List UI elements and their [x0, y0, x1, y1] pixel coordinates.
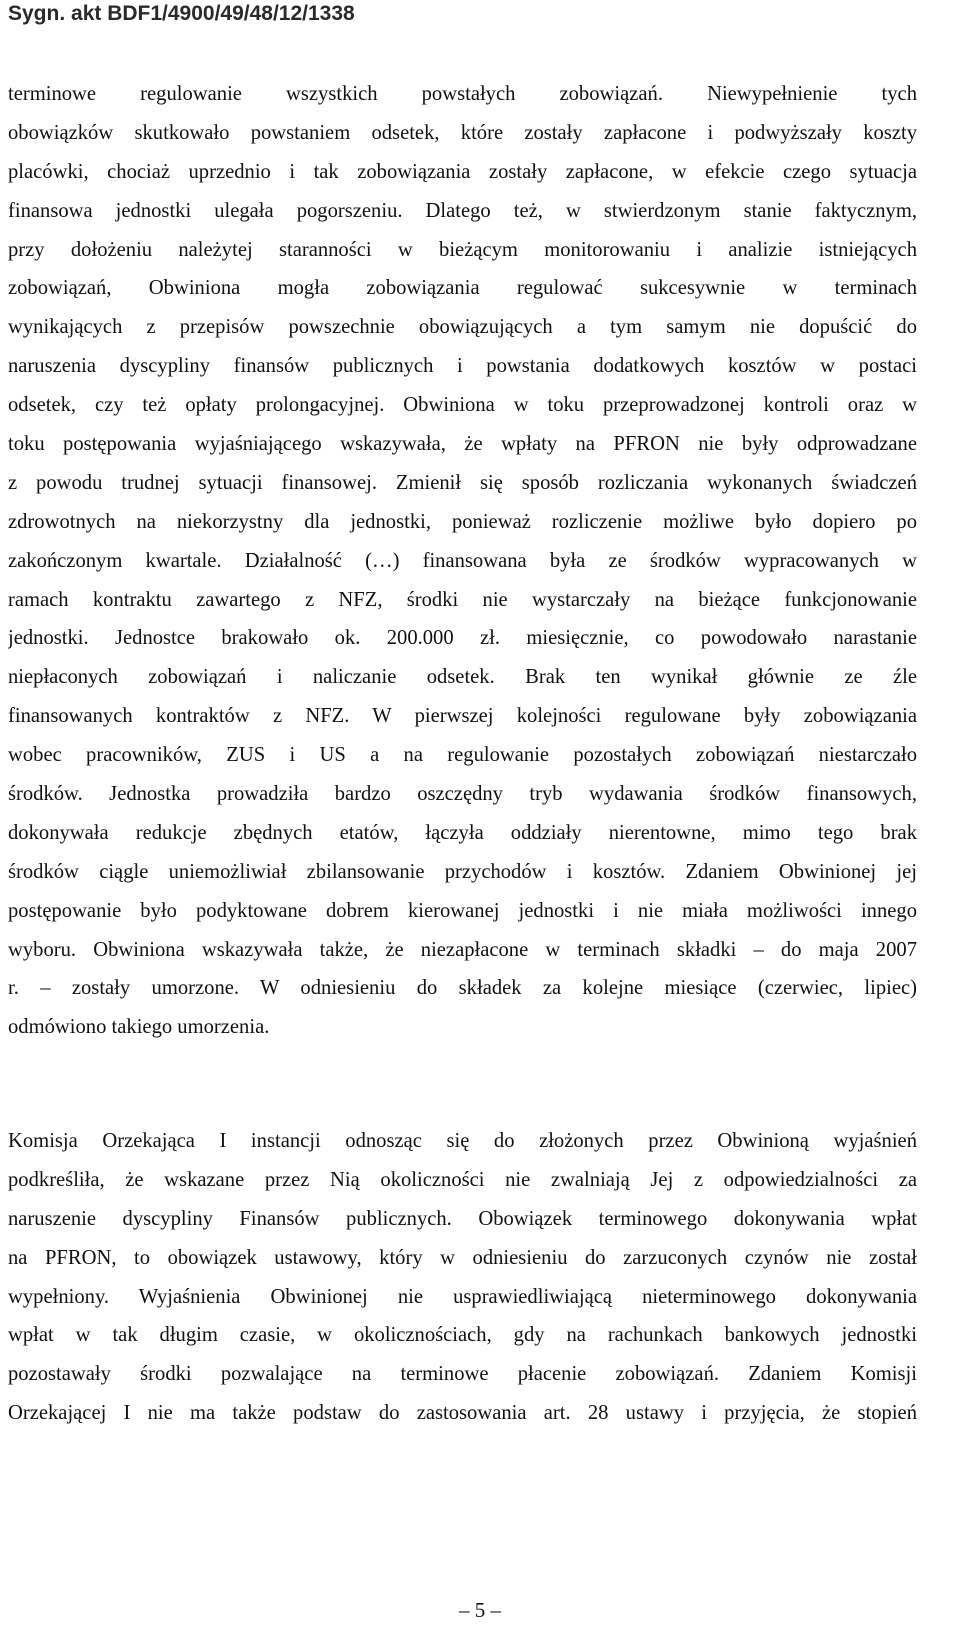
text-line: terminowe regulowanie wszystkich powstałych zobowiązań. Niewypełnienie tych — [8, 83, 917, 105]
text-line: środków ciągle uniemożliwiał zbilansowanie przychodów i kosztów. Zdaniem Obwinionej jej — [8, 860, 917, 883]
text-line: naruszenia dyscypliny finansów publicznych i powstania dodatkowych kosztów w postaci — [8, 355, 917, 378]
text-line: niepłaconych zobowiązań i naliczanie odsetek. Brak ten wynikał głównie ze źle — [8, 666, 917, 689]
text-line: wypełniony. Wyjaśnienia Obwinionej nie usprawiedliwiającą nieterminowego dokonywania — [8, 1285, 917, 1308]
text-line: toku postępowania wyjaśniającego wskazywała, że wpłaty na PFRON nie były odprowadzane — [8, 433, 917, 456]
paragraph-commission-assessment — [8, 1122, 917, 1433]
paragraph-obwiniona-explanations — [8, 75, 917, 1047]
text-line: wobec pracowników, ZUS i US a na regulowanie pozostałych zobowiązań niestarczało — [8, 744, 917, 767]
text-line: wyboru. Obwiniona wskazywała także, że niezapłacone w terminach składki – do maja 2007 — [8, 938, 917, 961]
text-line: podkreśliła, że wskazane przez Nią okoliczności nie zwalniają Jej z odpowiedzialności za — [8, 1168, 917, 1191]
text-line: odsetek, czy też opłaty prolongacyjnej. Obwiniona w toku przeprowadzonej kontroli oraz w — [8, 394, 917, 417]
text-line: wynikających z przepisów powszechnie obowiązujących a tym samym nie dopuścić do — [8, 316, 917, 339]
page-number: – 5 – — [459, 1598, 501, 1622]
text-line: dokonywała redukcje zbędnych etatów, łączyła oddziały nierentowne, mimo tego brak — [8, 821, 917, 844]
text-line: ramach kontraktu zawartego z NFZ, środki nie wystarczały na bieżące funkcjonowanie — [8, 588, 917, 611]
text-line: finansowanych kontraktów z NFZ. W pierwszej kolejności regulowane były zobowiązania — [8, 705, 917, 728]
text-line: r. – zostały umorzone. W odniesieniu do składek za kolejne miesiące (czerwiec, lipiec) — [8, 977, 917, 1000]
text-line: postępowanie było podyktowane dobrem kierowanej jednostki i nie miała możliwości innego — [8, 899, 917, 922]
text-line: Orzekającej I nie ma także podstaw do zastosowania art. 28 ustawy i przyjęcia, że stopień — [8, 1402, 917, 1425]
text-line: finansowa jednostki ulegała pogorszeniu. Dlatego też, w stwierdzonym stanie faktycznym, — [8, 199, 917, 222]
case-reference-header: Sygn. akt BDF1/4900/49/48/12/1338 — [8, 2, 355, 25]
text-line: na PFRON, to obowiązek ustawowy, który w odniesieniu do zarzuconych czynów nie został — [8, 1246, 917, 1269]
text-line: z powodu trudnej sytuacji finansowej. Zmienił się sposób rozliczania wykonanych świadczeń — [8, 471, 917, 494]
text-line: pozostawały środki pozwalające na terminowe płacenie zobowiązań. Zdaniem Komisji — [8, 1363, 917, 1386]
text-line: obowiązków skutkowało powstaniem odsetek, które zostały zapłacone i podwyższały koszty — [8, 121, 917, 144]
text-line: Komisja Orzekająca I instancji odnosząc się do złożonych przez Obwinioną wyjaśnień — [8, 1130, 917, 1152]
text-line: naruszenie dyscypliny Finansów publicznych. Obowiązek terminowego dokonywania wpłat — [8, 1207, 917, 1230]
text-line: placówki, chociaż uprzednio i tak zobowiązania zostały zapłacone, w efekcie czego sytuacja — [8, 160, 917, 183]
text-line: jednostki. Jednostce brakowało ok. 200.000 zł. miesięcznie, co powodowało narastanie — [8, 627, 917, 650]
text-line: wpłat w tak długim czasie, w okolicznościach, gdy na rachunkach bankowych jednostki — [8, 1324, 917, 1347]
text-line: przy dołożeniu należytej staranności w bieżącym monitorowaniu i analizie istniejących — [8, 238, 917, 261]
text-line: środków. Jednostka prowadziła bardzo oszczędny tryb wydawania środków finansowych, — [8, 783, 917, 806]
text-line: zdrowotnych na niekorzystny dla jednostki, ponieważ rozliczenie możliwe było dopiero po — [8, 510, 917, 533]
text-line: zobowiązań, Obwiniona mogła zobowiązania regulować sukcesywnie w terminach — [8, 277, 917, 300]
text-line: zakończonym kwartale. Działalność (…) finansowana była ze środków wypracowanych w — [8, 549, 917, 572]
text-line: odmówiono takiego umorzenia. — [8, 1016, 270, 1039]
